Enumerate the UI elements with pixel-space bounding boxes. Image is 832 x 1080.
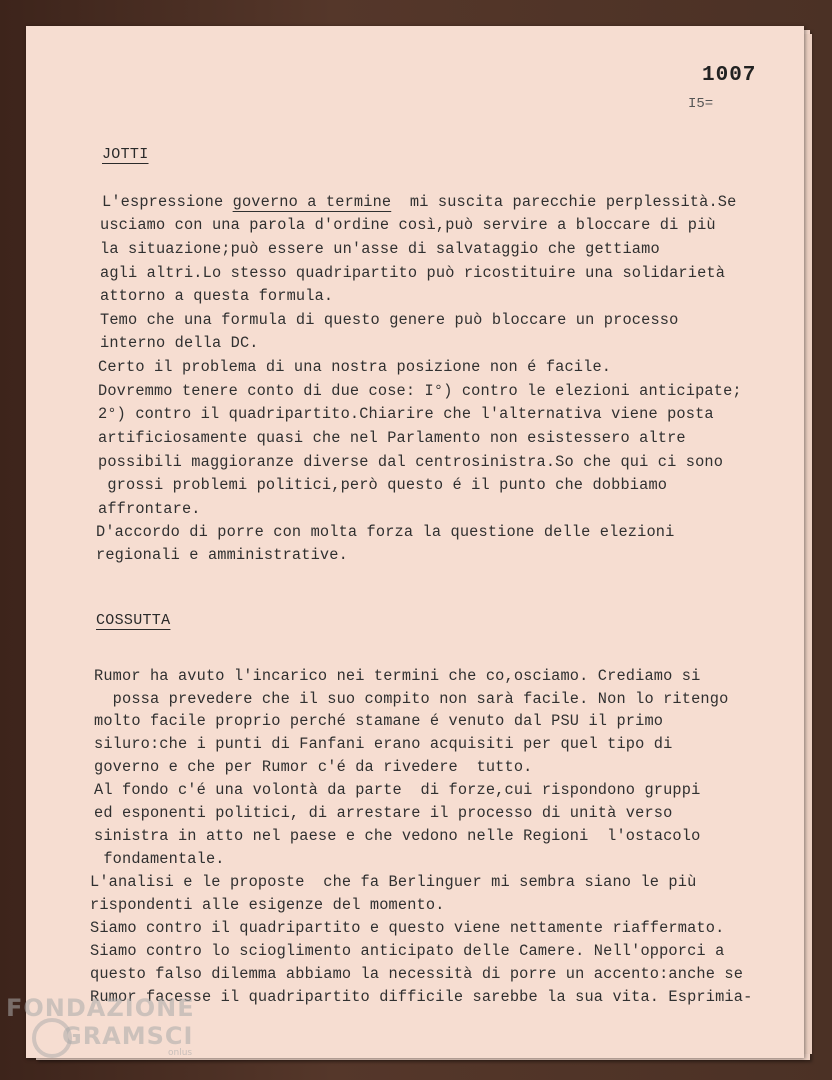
text-line: possa prevedere che il suo compito non sarà facile. Non lo ritengo xyxy=(94,690,729,708)
text-line: Rumor facesse il quadripartito difficile sarebbe la sua vita. Esprimia- xyxy=(90,988,753,1006)
text-line: 2°) contro il quadripartito.Chiarire che l'alternativa viene posta xyxy=(98,405,714,423)
text-line: Rumor ha avuto l'incarico nei termini che co,osciamo. Crediamo si xyxy=(94,667,701,685)
text-line: affrontare. xyxy=(98,500,201,518)
text-line: molto facile proprio perché stamane é venuto dal PSU il primo xyxy=(94,712,664,730)
text-line: siluro:che i punti di Fanfani erano acquisiti per quel tipo di xyxy=(94,735,673,753)
underlined-phrase: governo a termine xyxy=(232,193,392,211)
text-line: la situazione;può essere un'asse di salvataggio che gettiamo xyxy=(100,240,660,258)
text-line: agli altri.Lo stesso quadripartito può ricostituire una solidarietà xyxy=(100,264,726,282)
watermark-line-1: FONDAZIONE xyxy=(6,994,195,1022)
text-line: Dovremmo tenere conto di due cose: I°) contro le elezioni anticipate; xyxy=(98,382,742,400)
text-line: questo falso dilemma abbiamo la necessità di porre un accento:anche se xyxy=(90,965,744,983)
archive-watermark xyxy=(6,994,195,1050)
text-line: D'accordo di porre con molta forza la questione delle elezioni xyxy=(96,523,675,541)
text-line: usciamo con una parola d'ordine così,può servire a bloccare di più xyxy=(100,216,716,234)
text-line: rispondenti alle esigenze del momento. xyxy=(90,896,445,914)
watermark-sub: onlus xyxy=(168,1048,193,1058)
text-line: artificiosamente quasi che nel Parlamento non esistessero altre xyxy=(98,429,686,447)
text-line: grossi problemi politici,però questo é il punto che dobbiamo xyxy=(98,476,668,494)
text-fragment: L'espressione xyxy=(102,193,233,211)
text-line: regionali e amministrative. xyxy=(96,546,348,564)
text-line: ed esponenti politici, di arrestare il processo di unità verso xyxy=(94,804,673,822)
speaker-heading-jotti: JOTTI xyxy=(102,146,149,163)
page-number: 1007 xyxy=(702,64,757,87)
text-fragment: mi suscita parecchie perplessità.Se xyxy=(391,193,737,211)
text-line: Siamo contro lo scioglimento anticipato delle Camere. Nell'opporci a xyxy=(90,942,725,960)
text-line: Siamo contro il quadripartito e questo viene nettamente riaffermato. xyxy=(90,919,725,937)
text-line: attorno a questa formula. xyxy=(100,287,334,305)
watermark-line-2: GRAMSCI xyxy=(62,1022,194,1050)
text-line: L'analisi e le proposte che fa Berlinguer mi sembra siano le più xyxy=(90,873,697,891)
text-line: Temo che una formula di questo genere può bloccare un processo xyxy=(100,311,679,329)
text-line: possibili maggioranze diverse dal centrosinistra.So che qui ci sono xyxy=(98,453,724,471)
text-line: sinistra in atto nel paese e che vedono nelle Regioni l'ostacolo xyxy=(94,827,701,845)
text-line: governo e che per Rumor c'é da rivedere tutto. xyxy=(94,758,533,776)
text-line: Certo il problema di una nostra posizione non é facile. xyxy=(98,358,612,376)
text-line: Al fondo c'é una volontà da parte di forze,cui rispondono gruppi xyxy=(94,781,701,799)
text-line: interno della DC. xyxy=(100,334,259,352)
text-line: fondamentale. xyxy=(94,850,225,868)
text-line xyxy=(102,193,736,211)
sub-number: I5= xyxy=(688,96,714,112)
speaker-heading-cossutta: COSSUTTA xyxy=(96,612,171,629)
